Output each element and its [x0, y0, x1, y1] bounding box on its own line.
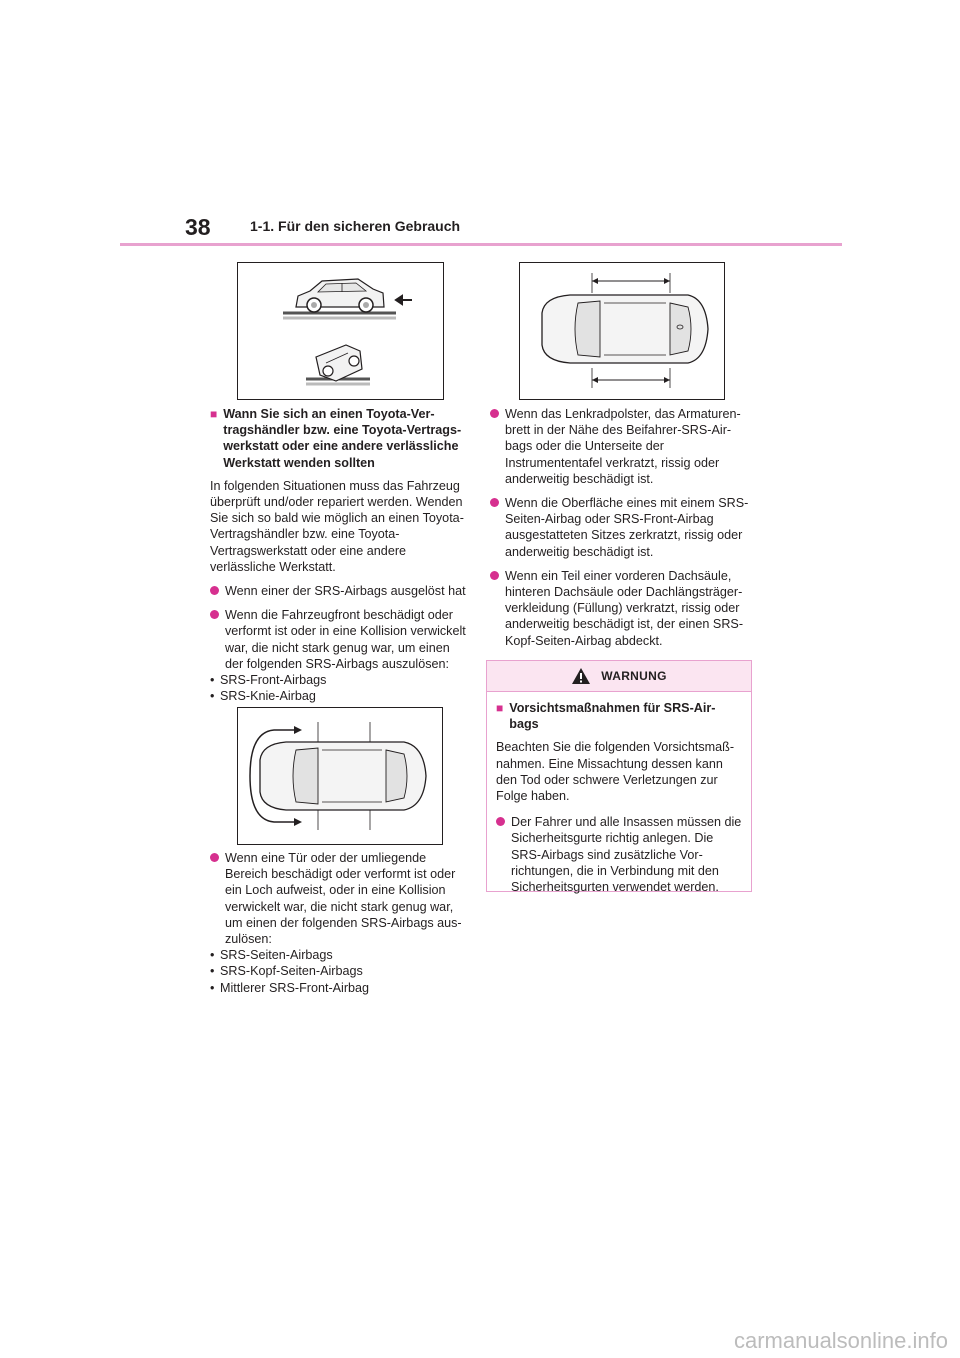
warning-triangle-icon — [571, 667, 591, 685]
list-item-text: Wenn das Lenkradpolster, das Armaturen-brett in der Nähe des Beifahrer-SRS-Air-bags oder die Unterseite der Instrumententafel verkratzt, rissig oder anderweitig beschädigt ist. — [505, 407, 741, 486]
list-item — [210, 850, 468, 947]
bullet-dot-icon — [210, 610, 219, 619]
square-bullet-icon: ■ — [496, 701, 504, 715]
section-title: 1-1. Für den sicheren Gebrauch — [250, 218, 461, 234]
sub-list-item: • SRS-Knie-Airbag — [210, 688, 468, 704]
list-item — [490, 568, 752, 649]
sub-list-item: • SRS-Seiten-Airbags — [210, 947, 468, 963]
warning-text: Beachten Sie die folgenden Vorsichtsmaß-nahmen. Eine Missachtung dessen kann den Tod oder schwere Verletzungen zur Folge haben. — [496, 740, 735, 804]
list-item-text: Wenn eine Tür oder der umliegende Bereich beschädigt oder verformt ist oder ein Loch aufweist, oder in eine Kollision verwickelt war, die nicht stark genug war, um einen der folgenden SRS-Airbags aus-zulösen: — [225, 851, 462, 947]
list-item — [210, 583, 468, 599]
warning-title: WARNUNG — [601, 669, 667, 683]
sub-list-item: • SRS-Front-Airbags — [210, 672, 468, 688]
section-heading — [210, 406, 468, 471]
list-item-text: Wenn einer der SRS-Airbags ausgelöst hat — [225, 584, 466, 599]
bullet-dot-icon — [210, 853, 219, 862]
left-column — [210, 406, 468, 704]
list-item — [210, 607, 468, 672]
list-item-text: Wenn die Oberfläche eines mit einem SRS-Seiten-Airbag oder SRS-Front-Airbag ausgestatteten Sitzes zerkratzt, rissig oder anderweitig beschädigt ist. — [505, 496, 749, 559]
figure-door-area — [237, 707, 443, 845]
warning-body — [487, 692, 751, 895]
warning-heading — [496, 700, 742, 732]
right-column — [490, 398, 752, 649]
header-divider — [120, 243, 842, 246]
sub-list-item: • Mittlerer SRS-Front-Airbag — [210, 980, 468, 996]
intro-paragraph: In folgenden Situationen muss das Fahrzeug überprüft und/oder repariert werden. Wenden Sie sich so bald wie möglich an einen Toyota-Vertragshändler bzw. eine Toyota-Vertragswerkstatt oder eine andere verlässliche Werkstatt. — [210, 478, 464, 574]
page-number: 38 — [185, 214, 211, 240]
car-side-illustration — [238, 263, 443, 399]
bullet-dot-icon — [496, 817, 505, 826]
warning-heading-text: Vorsichtsmaßnahmen für SRS-Air-bags — [509, 701, 716, 732]
list-item-text: Der Fahrer und alle Insassen müssen die Sicherheitsgurte richtig anlegen. Die SRS-Airbags sind zusätzliche Vor-richtungen, die in Verbindung mit den Sicherheitsgurten verwendet werden. — [511, 815, 742, 895]
list-item — [490, 495, 752, 560]
sub-list — [210, 672, 468, 704]
list-item — [496, 814, 742, 895]
figure-top-view-roof — [519, 262, 725, 400]
list-item — [490, 406, 752, 487]
watermark: carmanualsonline.info — [733, 1328, 948, 1353]
bullet-dot-icon — [490, 409, 499, 418]
left-column-lower — [210, 842, 468, 996]
car-top-illustration — [520, 263, 724, 399]
list-item-text: Wenn ein Teil einer vorderen Dachsäule, hinteren Dachsäule oder Dachlängsträger-verkleidung (Füllung) verkratzt, rissig oder anderweitig beschädigt ist, der einen SRS-Kopf-Seiten-Airbag abdeckt. — [505, 568, 744, 648]
warning-box — [486, 660, 752, 895]
bullet-dot-icon — [210, 586, 219, 595]
sub-list-item: • SRS-Kopf-Seiten-Airbags — [210, 963, 468, 979]
bullet-dot-icon — [490, 498, 499, 507]
square-bullet-icon: ■ — [210, 407, 218, 421]
figure-front-collision — [237, 262, 444, 400]
bullet-dot-icon — [490, 571, 499, 580]
warning-header — [487, 661, 751, 692]
section-heading-text: Wann Sie sich an einen Toyota-Ver-tragshändler bzw. eine Toyota-Vertrags-werkstatt oder eine andere verlässliche Werkstatt wenden sollten — [223, 407, 462, 470]
list-item-text: Wenn die Fahrzeugfront beschädigt oder verformt ist oder in eine Kollision verwickelt war, die nicht stark genug war, um einen der folgenden SRS-Airbags auszulösen: — [225, 608, 466, 671]
car-door-illustration — [238, 708, 442, 844]
sub-list — [210, 947, 468, 996]
